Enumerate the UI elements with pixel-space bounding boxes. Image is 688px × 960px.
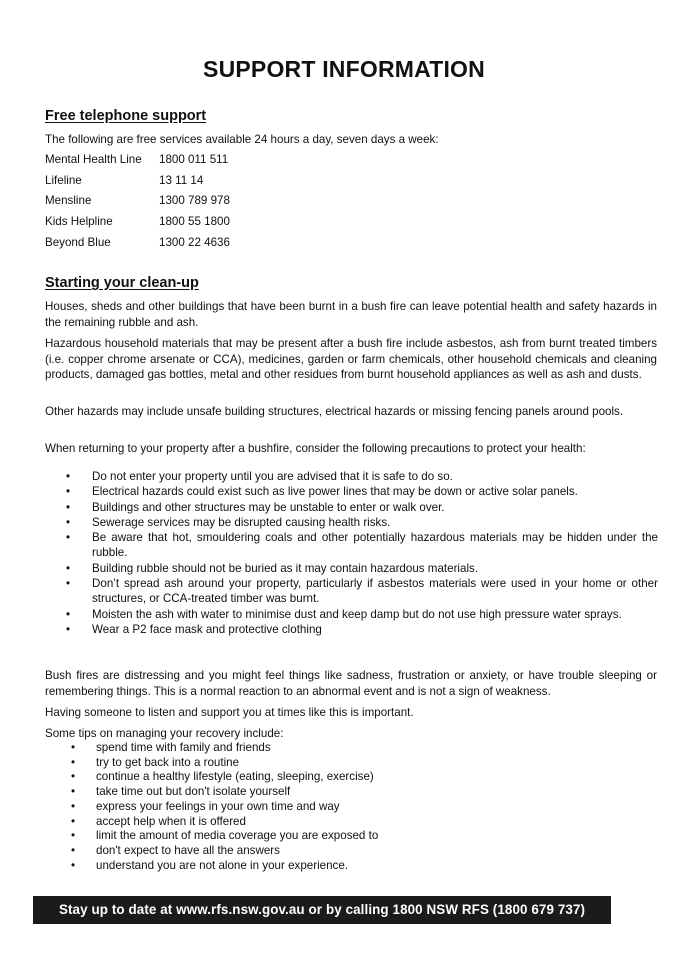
recovery-paragraph: Bush fires are distressing and you might feel things like sadness, frustration or anxiety, or have trouble sleeping or remembering things. This is a normal reaction to an abnormal event and is not a sign of weakness.: [45, 669, 657, 698]
list-item: • Be aware that hot, smouldering coals and other potentially hazardous materials may be hidden under the rubble.: [66, 531, 658, 560]
cleanup-paragraph: When returning to your property after a bushfire, consider the following precautions to protect your health:: [45, 442, 586, 455]
service-name: Mensline: [45, 194, 92, 207]
telephone-intro: The following are free services available 24 hours a day, seven days a week:: [45, 133, 439, 146]
list-item: • Buildings and other structures may be unstable to enter or walk over.: [66, 500, 445, 514]
list-item: • Wear a P2 face mask and protective clothing: [66, 622, 322, 636]
list-item: • spend time with family and friends: [71, 741, 271, 754]
service-number: 13 11 14: [159, 174, 204, 187]
list-item: • Sewerage services may be disrupted causing health risks.: [66, 515, 391, 529]
recovery-paragraph: Having someone to listen and support you at times like this is important.: [45, 706, 414, 719]
service-number: 1300 789 978: [159, 194, 230, 207]
cleanup-heading: Starting your clean-up: [45, 275, 199, 291]
service-number: 1800 011 511: [159, 153, 229, 166]
list-item: • Do not enter your property until you are advised that it is safe to do so.: [66, 470, 453, 483]
service-name: Mental Health Line: [45, 153, 142, 166]
list-item: • Building rubble should not be buried as it may contain hazardous materials.: [66, 561, 479, 575]
cleanup-paragraph: Hazardous household materials that may be present after a bush fire include asbestos, ash from burnt treated timbers (i.e. copper chrome arsenate or CCA), medicines, garden or farm chemicals, other household chemicals and cleaning products, damaged gas bottles, metal and other residues from burnt household appliances as well as ash and dusts.: [45, 337, 657, 382]
list-item: • continue a healthy lifestyle (eating, sleeping, exercise): [71, 770, 374, 784]
list-item: • Moisten the ash with water to minimise dust and keep damp but do not use high pressure water sprays.: [66, 607, 622, 621]
cleanup-paragraph: Other hazards may include unsafe building structures, electrical hazards or missing fencing panels around pools.: [45, 405, 624, 418]
list-item: • express your feelings in your own time and way: [71, 799, 340, 813]
list-item: • understand you are not alone in your experience.: [71, 858, 349, 872]
list-item: • don't expect to have all the answers: [71, 843, 280, 857]
list-item: • take time out but don't isolate yourself: [71, 785, 291, 799]
telephone-heading: Free telephone support: [45, 108, 207, 124]
list-item: • Don’t spread ash around your property, particularly if asbestos materials were used in your home or other structures, or CCA-treated timber was burnt.: [66, 577, 658, 606]
service-number: 1300 22 4636: [159, 236, 230, 249]
service-name: Kids Helpline: [45, 215, 113, 228]
cleanup-paragraph: Houses, sheds and other buildings that have been burnt in a bush fire can leave potential health and safety hazards in the remaining rubble and ash.: [45, 300, 657, 329]
list-item: • Electrical hazards could exist such as live power lines that may be down or active solar panels.: [66, 485, 578, 499]
tips-intro: Some tips on managing your recovery include:: [45, 727, 284, 740]
footer-banner: Stay up to date at www.rfs.nsw.gov.au or by calling 1800 NSW RFS (1800 679 737): [33, 896, 611, 924]
service-name: Beyond Blue: [45, 236, 111, 249]
precautions-list: [66, 469, 658, 637]
list-item: • try to get back into a routine: [71, 755, 240, 769]
list-item: • limit the amount of media coverage you are exposed to: [71, 829, 379, 843]
list-item: • accept help when it is offered: [71, 814, 246, 828]
service-number: 1800 55 1800: [159, 215, 230, 228]
tips-list: [71, 741, 636, 873]
service-name: Lifeline: [45, 174, 82, 187]
page-title: SUPPORT INFORMATION: [203, 56, 485, 82]
